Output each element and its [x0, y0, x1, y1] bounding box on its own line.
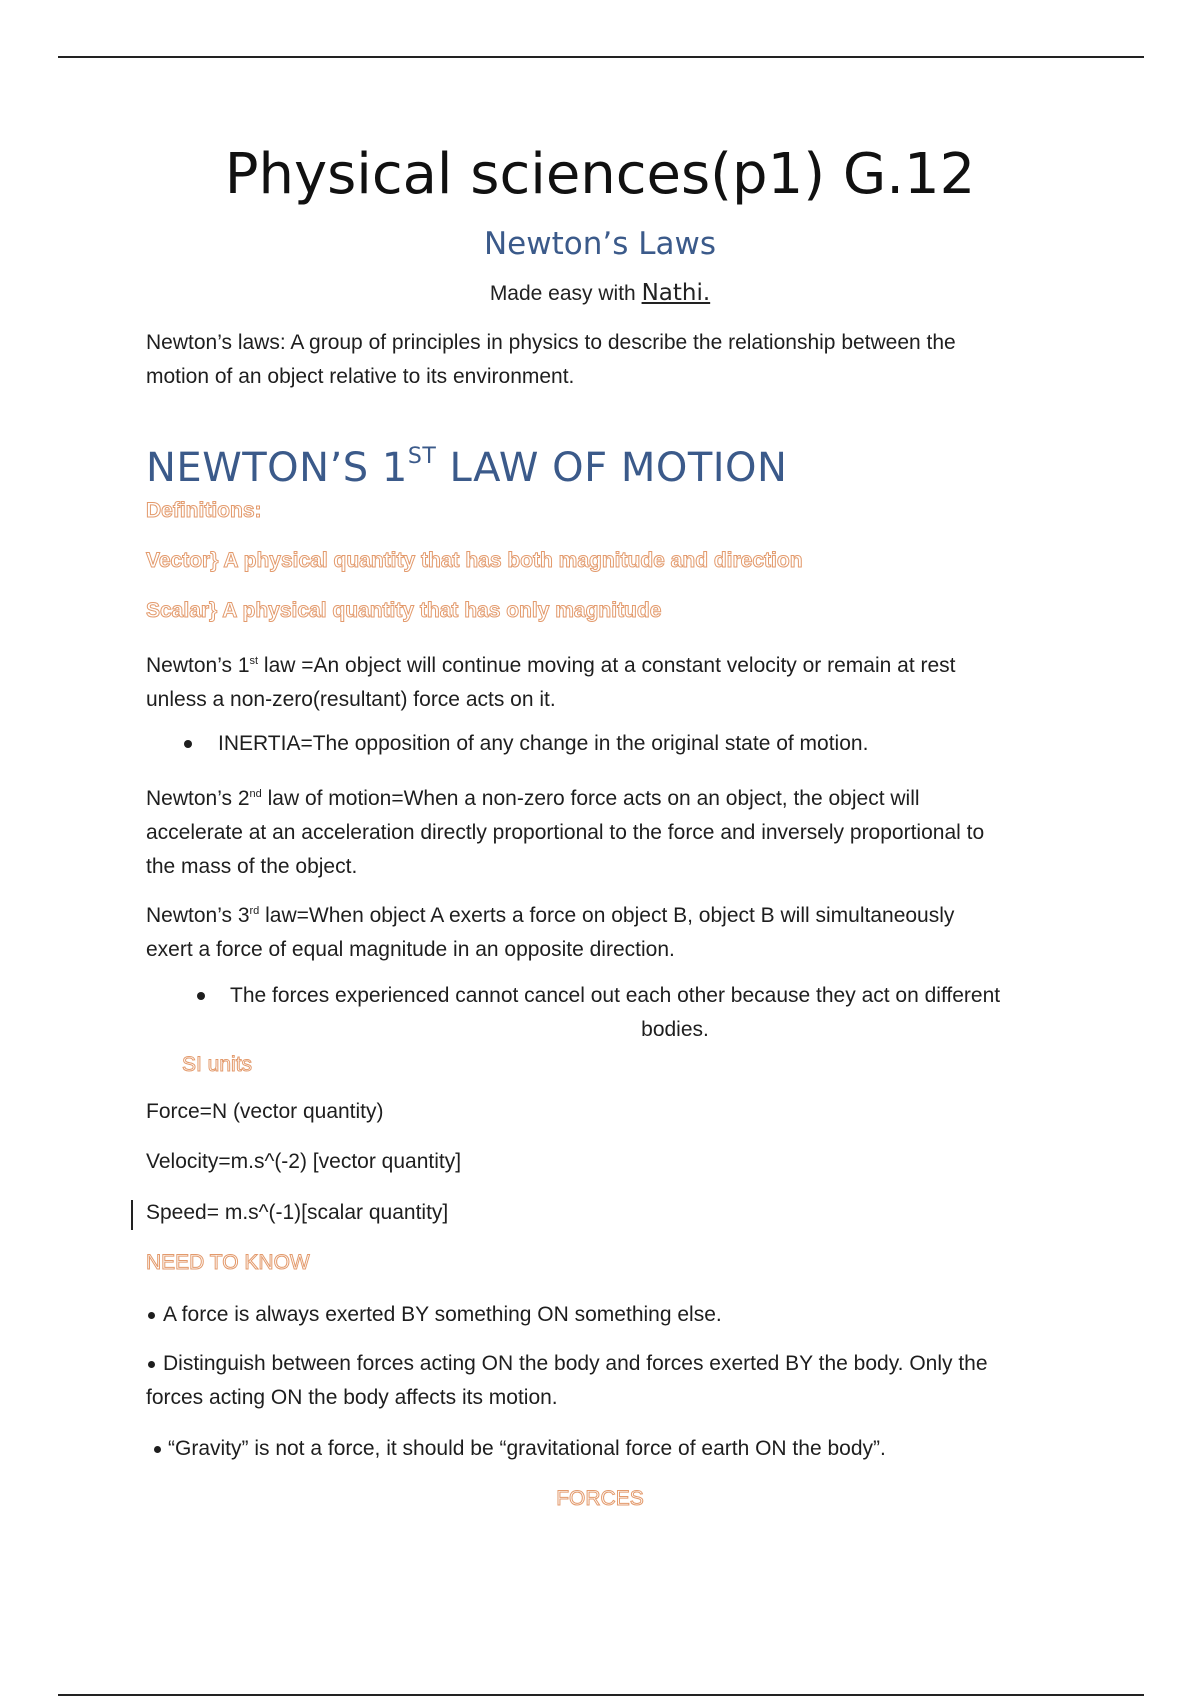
law2-prefix: Newton’s 2 [146, 787, 250, 810]
footer-rule [58, 1694, 1144, 1696]
definitions-label: Definitions: [146, 499, 262, 522]
law2-text: law of motion=When a non-zero force acts on an object, the object will [261, 787, 920, 810]
forces-label: FORCES [556, 1487, 644, 1510]
law3-paragraph [146, 894, 1066, 967]
force-unit: Force=N (vector quantity) [146, 1100, 384, 1123]
byline-prefix: Made easy with [489, 282, 642, 305]
scalar-definition: Scalar} A physical quantity that has only magnitude [146, 599, 662, 622]
section-heading-sup: ST [407, 444, 437, 469]
speed-unit-end: ] [442, 1201, 449, 1224]
law2-line-1 [146, 777, 1066, 816]
bullet-icon [197, 992, 205, 1000]
law1-paragraph [146, 644, 1066, 717]
need-to-know-label: NEED TO KNOW [146, 1251, 310, 1274]
intro-line-2: motion of an object relative to its environment. [146, 365, 575, 388]
inertia-bullet: INERTIA=The opposition of any change in the original state of motion. [218, 732, 869, 755]
si-units-label: SI units [182, 1053, 253, 1076]
need-to-know-item-1: A force is always exerted BY something ON something else. [163, 1303, 722, 1326]
law3-prefix: Newton’s 3 [146, 904, 250, 927]
byline [0, 278, 1200, 309]
text-cursor [131, 1200, 133, 1230]
law3-line-1 [146, 894, 1066, 933]
law1-line-2: unless a non-zero(resultant) force acts on it. [146, 688, 556, 711]
bullet-icon [184, 740, 192, 748]
section-heading [146, 432, 787, 493]
law1-text: law =An object will continue moving at a constant velocity or remain at rest [258, 654, 956, 677]
law3-text: law=When object A exerts a force on object B, object B will simultaneously [259, 904, 955, 927]
intro-line-1: Newton’s laws: A group of principles in physics to describe the relationship between the [146, 331, 956, 354]
need-to-know-item-3: “Gravity” is not a force, it should be “gravitational force of earth ON the body”. [168, 1437, 886, 1460]
law3-line-2: exert a force of equal magnitude in an opposite direction. [146, 938, 675, 961]
law2-line-2: accelerate at an acceleration directly proportional to the force and inversely proportional to [146, 821, 985, 844]
vector-definition: Vector} A physical quantity that has both magnitude and direction [146, 549, 803, 572]
law3-sup: rd [249, 905, 260, 917]
forces-note-line-1: The forces experienced cannot cancel out each other because they act on different [230, 984, 1001, 1007]
document-subtitle: Newton’s Laws [483, 226, 716, 262]
section-heading-pre: NEWTON’S 1 [146, 445, 408, 491]
velocity-unit: Velocity=m.s^(-2) [vector quantity] [146, 1150, 462, 1173]
law2-line-3: the mass of the object. [146, 855, 358, 878]
header-rule [58, 56, 1144, 58]
section-heading-post: LAW OF MOTION [436, 445, 788, 491]
byline-author: Nathi. [641, 280, 711, 306]
ntk2-line-1: Distinguish between forces acting ON the body and forces exerted BY the body. Only the [163, 1352, 988, 1375]
need-to-know-item-2 [146, 1347, 1066, 1415]
document-title: Physical sciences(p1) G.12 [224, 142, 976, 207]
bullet-icon [154, 1446, 161, 1453]
bullet-icon [148, 1312, 155, 1319]
law1-sup: st [249, 655, 259, 667]
ntk2-line-2: forces acting ON the body affects its motion. [146, 1386, 558, 1409]
speed-unit-text: Speed= m.s^(-1)[scalar quantity [146, 1201, 443, 1224]
law1-line-1 [146, 644, 1066, 683]
speed-unit [146, 1196, 1066, 1230]
intro-paragraph [146, 326, 1066, 394]
law1-prefix: Newton’s 1 [146, 654, 250, 677]
law2-paragraph [146, 777, 1066, 884]
forces-note-bullet [230, 979, 1080, 1047]
forces-note-line-2: bodies. [641, 1018, 709, 1041]
law2-sup: nd [249, 788, 262, 800]
